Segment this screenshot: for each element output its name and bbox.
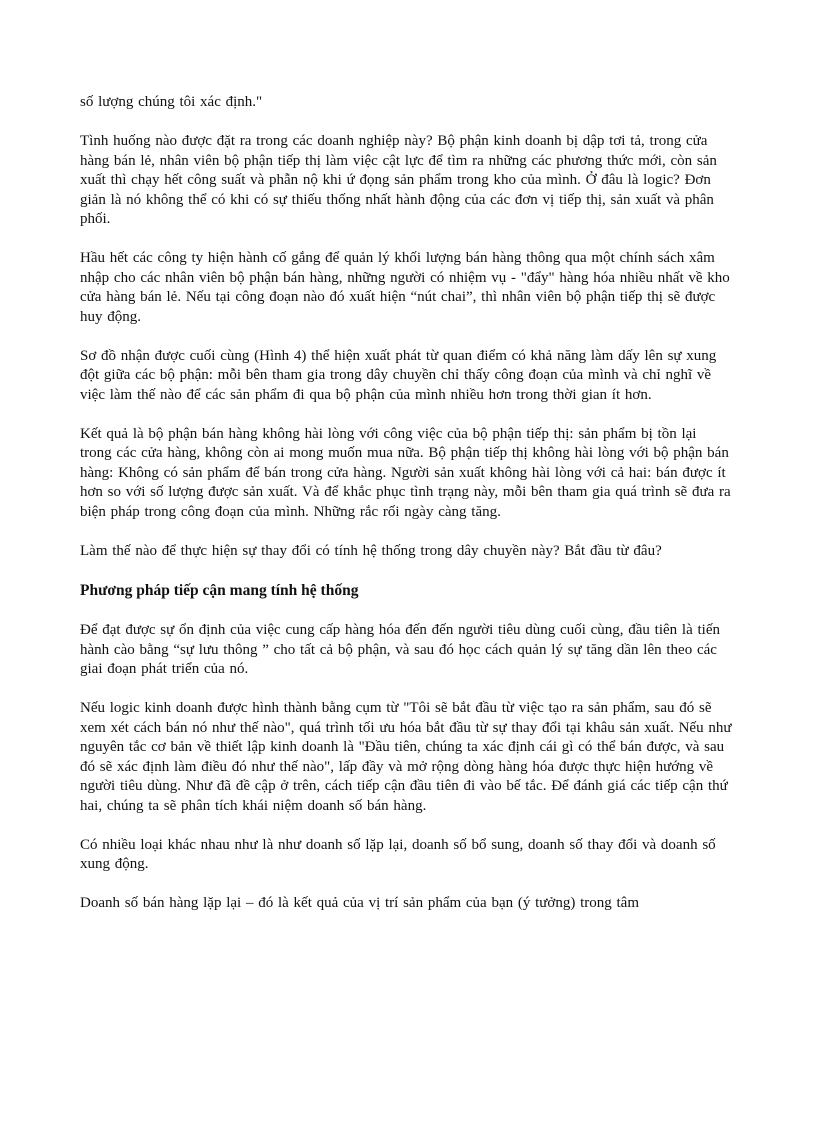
paragraph: Làm thế nào để thực hiện sự thay đổi có tính hệ thống trong dây chuyền này? Bắt đầu từ đâu?: [80, 542, 662, 559]
paragraph: số lượng chúng tôi xác định.": [80, 94, 263, 110]
paragraph: Hầu hết các công ty hiện hành cố gắng để quản lý khối lượng bán hàng thông qua một chính sách xâm nhập cho các nhân viên bộ phận bán hàng, những người có nhiệm vụ - "đẩy" hàng hóa nhiều nhất về kho cửa hàng bán lẻ. Nếu tại công đoạn nào đó xuất hiện “nút chai”, thì nhân viên bộ phận tiếp thị sẽ được huy động.: [80, 250, 730, 325]
paragraph: Sơ đồ nhận được cuối cùng (Hình 4) thể hiện xuất phát từ quan điểm có khả năng làm dấy lên sự xung đột giữa các bộ phận: mỗi bên tham gia trong dây chuyền chỉ thấy công đoạn của mình và chỉ nghĩ về việc làm thế nào để các sản phẩm đi qua bộ phận của mình nhiều hơn trong thời gian ít hơn.: [80, 347, 717, 403]
paragraph: Kết quả là bộ phận bán hàng không hài lòng với công việc của bộ phận tiếp thị: sản phẩm bị tồn lại trong các cửa hàng, không còn ai mong muốn mua nữa. Bộ phận tiếp thị không hài lòng với bộ phận bán hàng: Không có sản phẩm để bán trong cửa hàng. Người sản xuất không hài lòng với cả hai: bán được ít hơn so với số lượng được sản xuất. Và để khắc phục tình trạng này, mỗi bên tham gia quá trình sẽ đưa ra biện pháp trong công đoạn của mình. Những rắc rối ngày càng tăng.: [80, 425, 731, 520]
section-heading: Phương pháp tiếp cận mang tính hệ thống: [80, 581, 359, 599]
paragraph: Có nhiều loại khác nhau như là như doanh số lặp lại, doanh số bổ sung, doanh số thay đổi và doanh số xung động.: [80, 836, 716, 872]
paragraph: Tình huống nào được đặt ra trong các doanh nghiệp này? Bộ phận kinh doanh bị dập tơi tả, trong cửa hàng bán lẻ, nhân viên bộ phận tiếp thị làm việc cật lực để tìm ra những các phương thức mới, còn sản xuất thì chạy hết công suất và phẫn nộ khi ứ đọng sản phẩm trong kho của mình. Ở đâu là logic? Đơn giản là nó không thể có khi có sự thiếu thống nhất hành động của các đơn vị tiếp thị, sản xuất và phân phối.: [80, 133, 717, 227]
paragraph: Doanh số bán hàng lặp lại – đó là kết quả của vị trí sản phẩm của bạn (ý tưởng) trong tâm: [80, 895, 640, 911]
paragraph: Nếu logic kinh doanh được hình thành bằng cụm từ "Tôi sẽ bắt đầu từ việc tạo ra sản phẩm, sau đó sẽ xem xét cách bán nó như thế nào", quá trình tối ưu hóa bắt đầu từ sự thay đổi tại khâu sản xuất. Nếu như nguyên tắc cơ bản về thiết lập kinh doanh là "Đầu tiên, chúng ta xác định cái gì có thể bán được, và sau đó sẽ xác định làm điều đó như thế nào", lấp đầy và mở rộng dòng hàng hóa được thực hiện hướng về người tiêu dùng. Như đã đề cập ở trên, cách tiếp cận đầu tiên đi vào bế tắc. Để đánh giá các tiếp cận thứ hai, chúng ta sẽ phân tích khái niệm doanh số bán hàng.: [80, 700, 732, 814]
paragraph: Để đạt được sự ổn định của việc cung cấp hàng hóa đến đến người tiêu dùng cuối cùng, đầu tiên là tiến hành cào bằng “sự lưu thông ” cho tất cả bộ phận, và sau đó học cách quản lý sự tăng dần lên theo các giai đoạn phát triển của nó.: [80, 622, 720, 677]
document-body: [80, 93, 732, 933]
